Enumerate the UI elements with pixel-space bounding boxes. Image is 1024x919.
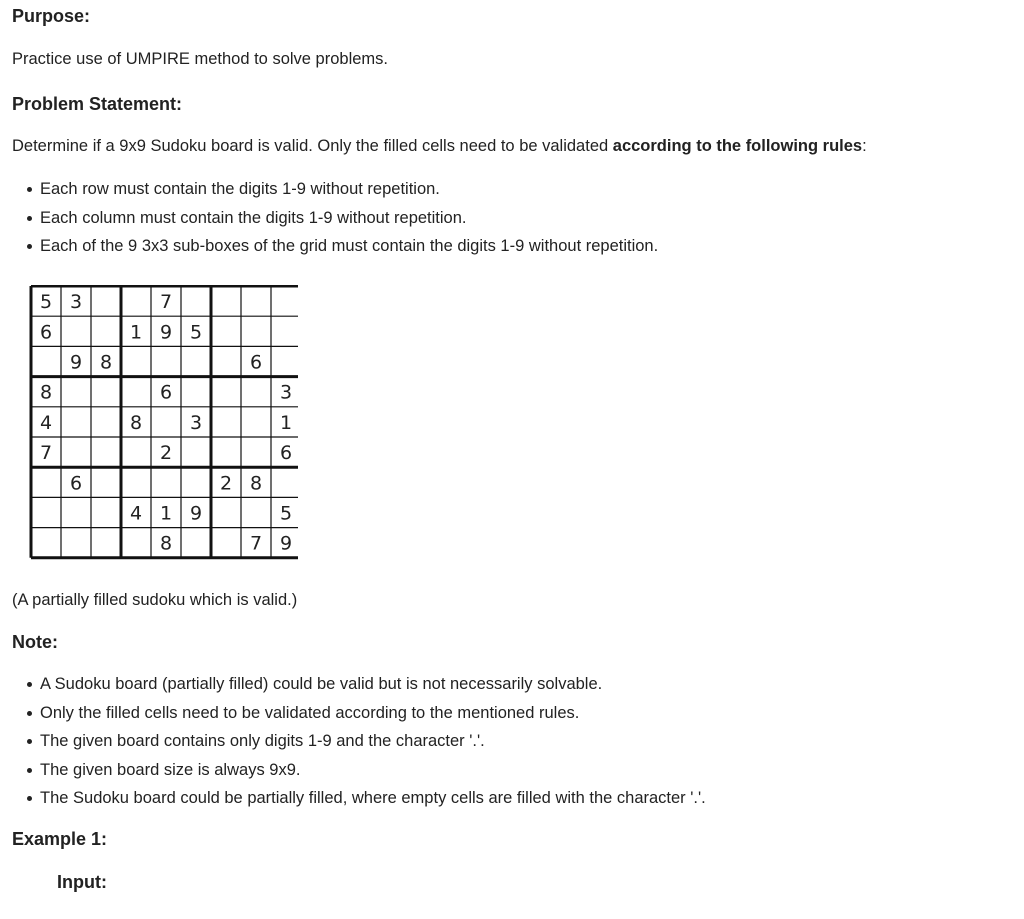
board-cell-r5c6: 3 — [189, 411, 203, 434]
board-cell-r2c4: 1 — [129, 321, 143, 344]
list-item: Each row must contain the digits 1-9 without repetition. — [12, 175, 658, 204]
problem-intro-end: : — [862, 137, 867, 155]
board-cell-r2c6: 5 — [189, 321, 203, 344]
problem-intro-text: Determine if a 9x9 Sudoku board is valid. Only the filled cells need to be validated — [12, 137, 613, 155]
board-cell-r1c2: 3 — [69, 291, 83, 314]
board-cell-r3c3: 8 — [99, 351, 113, 374]
list-item: A Sudoku board (partially filled) could be valid but is not necessarily solvable. — [12, 670, 706, 699]
board-cell-r5c1: 4 — [39, 411, 53, 434]
board-cell-r7c8: 8 — [249, 472, 263, 495]
board-cell-r7c2: 6 — [69, 472, 83, 495]
board-cell-r1c1: 5 — [39, 291, 53, 314]
board-cell-r3c2: 9 — [69, 351, 83, 374]
note-heading: Note: — [12, 632, 58, 652]
list-item: Each column must contain the digits 1-9 without repetition. — [12, 204, 658, 233]
list-item: Each of the 9 3x3 sub-boxes of the grid must contain the digits 1-9 without repetition. — [12, 232, 658, 261]
board-cell-r9c5: 8 — [159, 532, 173, 555]
sudoku-board-image — [19, 285, 298, 561]
problem-intro-bold: according to the following rules — [612, 137, 863, 155]
board-cell-r9c9: 9 — [279, 532, 293, 555]
board-cell-r2c5: 9 — [159, 321, 173, 344]
board-cell-r8c5: 1 — [159, 502, 173, 525]
list-item: Only the filled cells need to be validated according to the mentioned rules. — [12, 699, 706, 728]
board-cell-r9c8: 7 — [249, 532, 263, 555]
board-cell-r2c1: 6 — [39, 321, 53, 344]
board-cell-r4c5: 6 — [159, 381, 173, 404]
problem-intro — [12, 137, 867, 156]
example-heading: Example 1: — [12, 829, 108, 849]
board-cell-r4c1: 8 — [39, 381, 53, 404]
board-cell-r6c5: 2 — [159, 442, 173, 465]
notes-list — [12, 670, 706, 813]
purpose-text: Practice use of UMPIRE method to solve problems. — [12, 50, 388, 68]
sudoku-board — [19, 285, 298, 561]
board-cell-r1c5: 7 — [159, 291, 173, 314]
list-item: The Sudoku board could be partially filled, where empty cells are filled with the character '.'. — [12, 784, 706, 813]
board-cell-r6c1: 7 — [39, 442, 53, 465]
problem-statement-heading: Problem Statement: — [12, 94, 183, 114]
board-cell-r3c8: 6 — [249, 351, 263, 374]
rules-list — [12, 175, 658, 261]
board-cell-r5c9: 1 — [279, 411, 293, 434]
purpose-heading: Purpose: — [12, 6, 91, 26]
input-label: Input: — [57, 872, 107, 892]
list-item: The given board contains only digits 1-9 and the character '.'. — [12, 727, 706, 756]
board-cell-r8c4: 4 — [129, 502, 143, 525]
board-cell-r6c9: 6 — [279, 442, 293, 465]
board-cell-r8c9: 5 — [279, 502, 293, 525]
list-item: The given board size is always 9x9. — [12, 756, 706, 785]
board-cell-r8c6: 9 — [189, 502, 203, 525]
board-cell-r5c4: 8 — [129, 411, 143, 434]
board-caption: (A partially filled sudoku which is valid.) — [12, 591, 298, 609]
board-cell-r4c9: 3 — [279, 381, 293, 404]
board-cell-r7c7: 2 — [219, 472, 233, 495]
